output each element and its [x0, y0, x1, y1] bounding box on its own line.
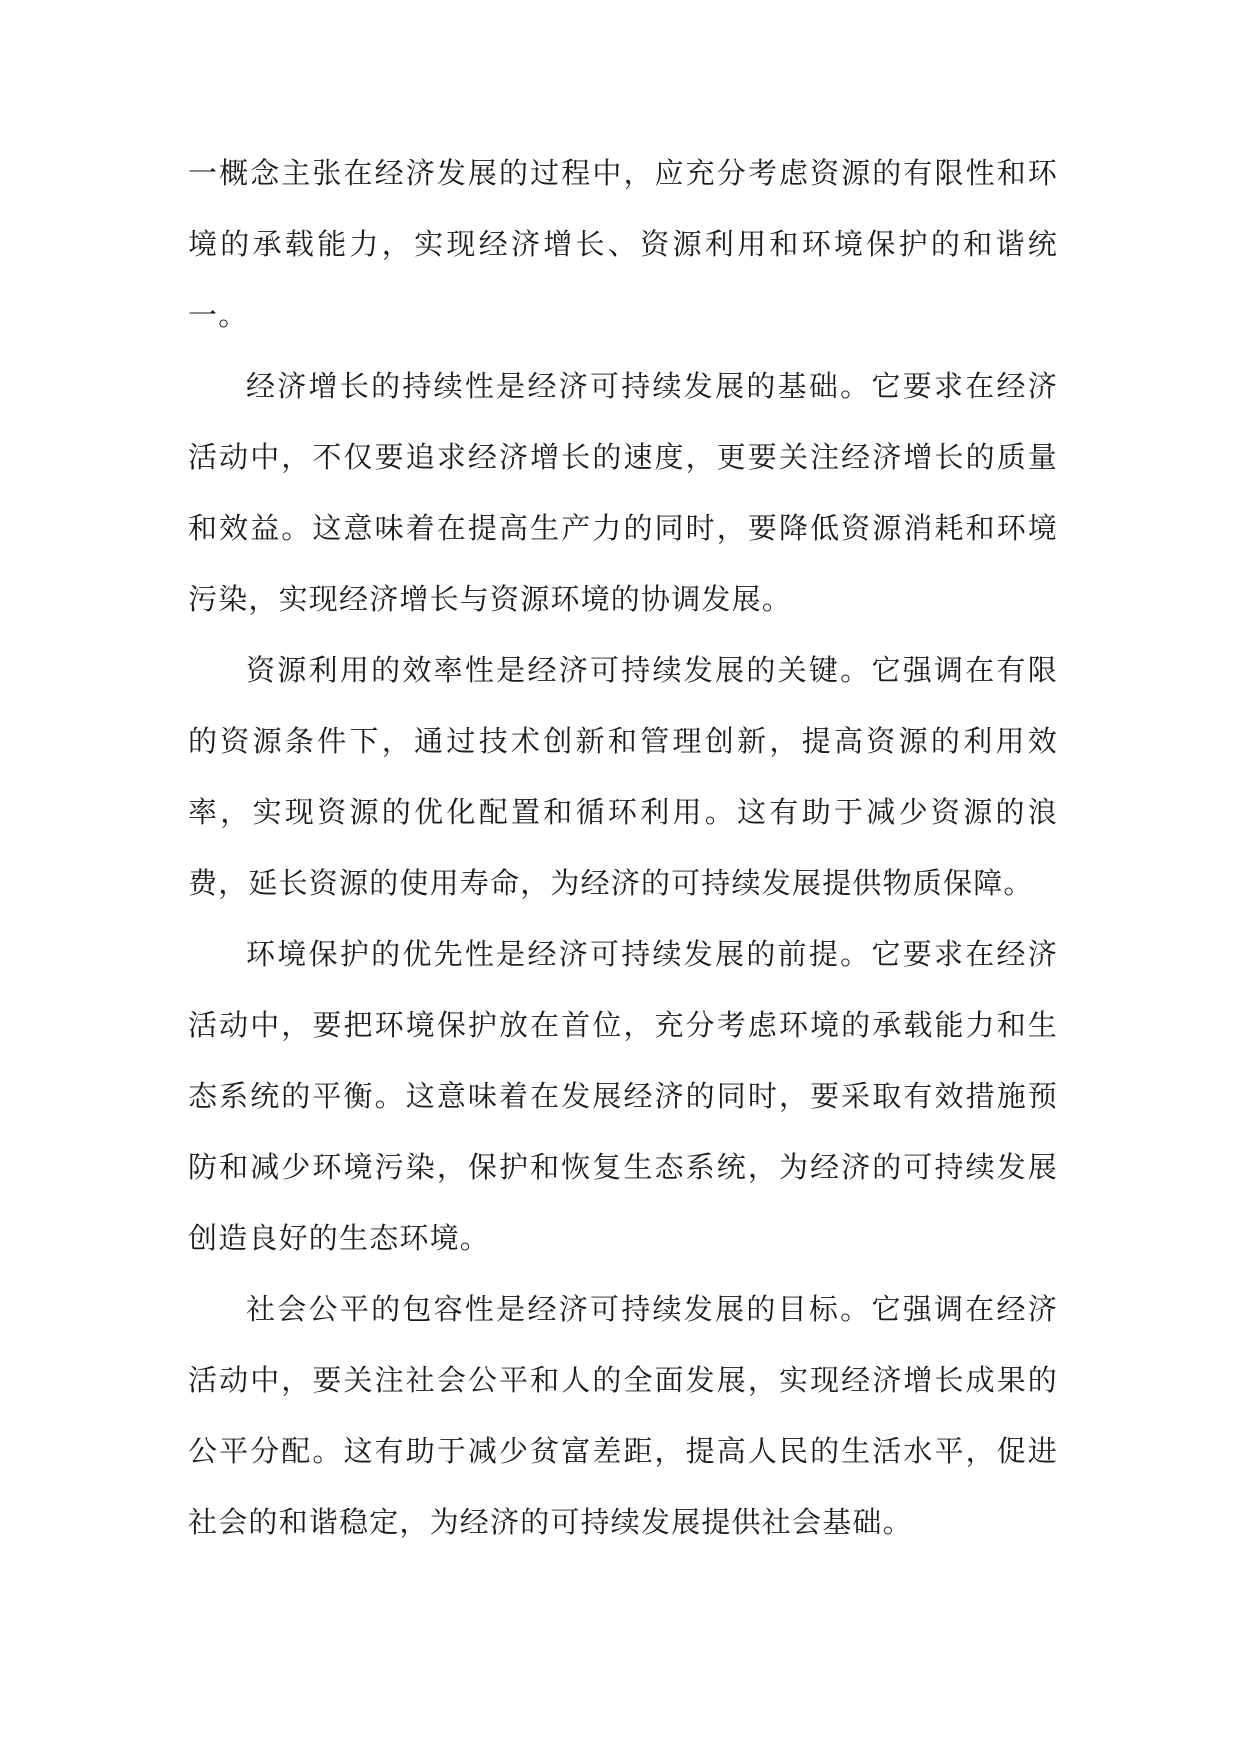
paragraph-resource-efficiency: 资源利用的效率性是经济可持续发展的关键。它强调在有限的资源条件下，通过技术创新和管理创新，提高资源的利用效率，实现资源的优化配置和循环利用。这有助于减少资源的浪费，延长资源的使用寿命，为经济的可持续发展提供物质保障。: [188, 653, 1058, 900]
paragraph-social-equity: 社会公平的包容性是经济可持续发展的目标。它强调在经济活动中，要关注社会公平和人的全面发展，实现经济增长成果的公平分配。这有助于减少贫富差距，提高人民的生活水平，促进社会的和谐稳定，为经济的可持续发展提供社会基础。: [188, 1292, 1058, 1539]
paragraph-environmental-priority: 环境保护的优先性是经济可持续发展的前提。它要求在经济活动中，要把环境保护放在首位，充分考虑环境的承载能力和生态系统的平衡。这意味着在发展经济的同时，要采取有效措施预防和减少环境污染，保护和恢复生态系统，为经济的可持续发展创造良好的生态环境。: [188, 937, 1058, 1255]
paragraph-economic-growth: 经济增长的持续性是经济可持续发展的基础。它要求在经济活动中，不仅要追求经济增长的速度，更要关注经济增长的质量和效益。这意味着在提高生产力的同时，要降低资源消耗和环境污染，实现经济增长与资源环境的协调发展。: [188, 369, 1058, 616]
paragraph-continuation: 一概念主张在经济发展的过程中，应充分考虑资源的有限性和环境的承载能力，实现经济增长、资源利用和环境保护的和谐统一。: [188, 156, 1058, 332]
document-body: [188, 138, 1058, 1558]
